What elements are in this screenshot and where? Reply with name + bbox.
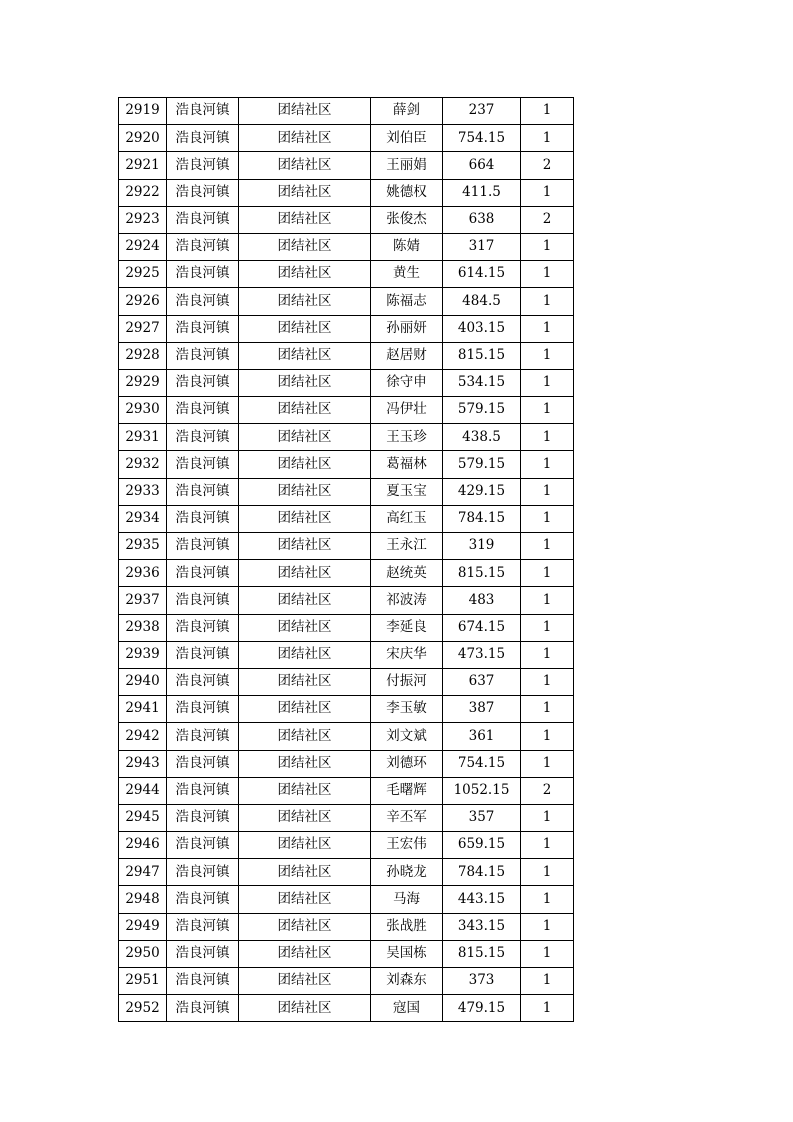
count-cell: 1 xyxy=(521,750,574,777)
community-cell: 团结社区 xyxy=(239,832,371,859)
town-cell: 浩良河镇 xyxy=(167,859,239,886)
community-cell: 团结社区 xyxy=(239,750,371,777)
community-cell: 团结社区 xyxy=(239,342,371,369)
community-cell: 团结社区 xyxy=(239,913,371,940)
amount-cell: 674.15 xyxy=(443,614,521,641)
amount-cell: 534.15 xyxy=(443,369,521,396)
community-cell: 团结社区 xyxy=(239,288,371,315)
town-cell: 浩良河镇 xyxy=(167,668,239,695)
table-row xyxy=(119,777,574,804)
town-cell: 浩良河镇 xyxy=(167,641,239,668)
count-cell: 1 xyxy=(521,342,574,369)
community-cell: 团结社区 xyxy=(239,940,371,967)
amount-cell: 579.15 xyxy=(443,397,521,424)
amount-cell: 754.15 xyxy=(443,125,521,152)
name-cell: 孙晓龙 xyxy=(371,859,443,886)
town-cell: 浩良河镇 xyxy=(167,397,239,424)
name-cell: 付振河 xyxy=(371,668,443,695)
amount-cell: 659.15 xyxy=(443,832,521,859)
count-cell: 1 xyxy=(521,451,574,478)
count-cell: 1 xyxy=(521,995,574,1022)
name-cell: 宋庆华 xyxy=(371,641,443,668)
name-cell: 吴国栋 xyxy=(371,940,443,967)
town-cell: 浩良河镇 xyxy=(167,832,239,859)
row-number-cell: 2929 xyxy=(119,369,167,396)
town-cell: 浩良河镇 xyxy=(167,995,239,1022)
count-cell: 1 xyxy=(521,505,574,532)
row-number-cell: 2935 xyxy=(119,533,167,560)
table-row xyxy=(119,668,574,695)
name-cell: 刘森东 xyxy=(371,968,443,995)
community-cell: 团结社区 xyxy=(239,886,371,913)
count-cell: 1 xyxy=(521,288,574,315)
community-cell: 团结社区 xyxy=(239,587,371,614)
row-number-cell: 2930 xyxy=(119,397,167,424)
community-cell: 团结社区 xyxy=(239,723,371,750)
table-row xyxy=(119,560,574,587)
community-cell: 团结社区 xyxy=(239,859,371,886)
name-cell: 孙丽妍 xyxy=(371,315,443,342)
community-cell: 团结社区 xyxy=(239,152,371,179)
table-row xyxy=(119,533,574,560)
town-cell: 浩良河镇 xyxy=(167,560,239,587)
table-row xyxy=(119,342,574,369)
table-row xyxy=(119,288,574,315)
row-number-cell: 2938 xyxy=(119,614,167,641)
table-row xyxy=(119,940,574,967)
name-cell: 王玉珍 xyxy=(371,424,443,451)
table-row xyxy=(119,478,574,505)
count-cell: 1 xyxy=(521,98,574,125)
name-cell: 王永江 xyxy=(371,533,443,560)
town-cell: 浩良河镇 xyxy=(167,288,239,315)
community-cell: 团结社区 xyxy=(239,233,371,260)
count-cell: 1 xyxy=(521,940,574,967)
name-cell: 王丽娟 xyxy=(371,152,443,179)
community-cell: 团结社区 xyxy=(239,98,371,125)
amount-cell: 438.5 xyxy=(443,424,521,451)
community-cell: 团结社区 xyxy=(239,696,371,723)
community-cell: 团结社区 xyxy=(239,995,371,1022)
name-cell: 徐守申 xyxy=(371,369,443,396)
name-cell: 刘伯臣 xyxy=(371,125,443,152)
community-cell: 团结社区 xyxy=(239,315,371,342)
amount-cell: 637 xyxy=(443,668,521,695)
table-row xyxy=(119,804,574,831)
name-cell: 张战胜 xyxy=(371,913,443,940)
name-cell: 夏玉宝 xyxy=(371,478,443,505)
community-cell: 团结社区 xyxy=(239,533,371,560)
name-cell: 祁波涛 xyxy=(371,587,443,614)
name-cell: 王宏伟 xyxy=(371,832,443,859)
row-number-cell: 2920 xyxy=(119,125,167,152)
community-cell: 团结社区 xyxy=(239,179,371,206)
count-cell: 2 xyxy=(521,777,574,804)
town-cell: 浩良河镇 xyxy=(167,940,239,967)
community-cell: 团结社区 xyxy=(239,206,371,233)
row-number-cell: 2941 xyxy=(119,696,167,723)
row-number-cell: 2919 xyxy=(119,98,167,125)
town-cell: 浩良河镇 xyxy=(167,696,239,723)
count-cell: 1 xyxy=(521,804,574,831)
name-cell: 张俊杰 xyxy=(371,206,443,233)
count-cell: 1 xyxy=(521,696,574,723)
town-cell: 浩良河镇 xyxy=(167,424,239,451)
table-row xyxy=(119,397,574,424)
name-cell: 寇国 xyxy=(371,995,443,1022)
amount-cell: 319 xyxy=(443,533,521,560)
town-cell: 浩良河镇 xyxy=(167,206,239,233)
town-cell: 浩良河镇 xyxy=(167,369,239,396)
table-row xyxy=(119,886,574,913)
amount-cell: 429.15 xyxy=(443,478,521,505)
table-row xyxy=(119,913,574,940)
row-number-cell: 2952 xyxy=(119,995,167,1022)
row-number-cell: 2921 xyxy=(119,152,167,179)
community-cell: 团结社区 xyxy=(239,424,371,451)
name-cell: 辛丕军 xyxy=(371,804,443,831)
community-cell: 团结社区 xyxy=(239,369,371,396)
amount-cell: 815.15 xyxy=(443,342,521,369)
amount-cell: 357 xyxy=(443,804,521,831)
count-cell: 1 xyxy=(521,125,574,152)
town-cell: 浩良河镇 xyxy=(167,614,239,641)
town-cell: 浩良河镇 xyxy=(167,804,239,831)
row-number-cell: 2924 xyxy=(119,233,167,260)
town-cell: 浩良河镇 xyxy=(167,152,239,179)
count-cell: 1 xyxy=(521,587,574,614)
count-cell: 1 xyxy=(521,913,574,940)
name-cell: 刘德环 xyxy=(371,750,443,777)
count-cell: 1 xyxy=(521,614,574,641)
row-number-cell: 2936 xyxy=(119,560,167,587)
count-cell: 1 xyxy=(521,886,574,913)
amount-cell: 343.15 xyxy=(443,913,521,940)
amount-cell: 237 xyxy=(443,98,521,125)
table-row xyxy=(119,614,574,641)
name-cell: 冯伊壮 xyxy=(371,397,443,424)
table-row xyxy=(119,832,574,859)
row-number-cell: 2949 xyxy=(119,913,167,940)
row-number-cell: 2942 xyxy=(119,723,167,750)
amount-cell: 484.5 xyxy=(443,288,521,315)
town-cell: 浩良河镇 xyxy=(167,342,239,369)
count-cell: 1 xyxy=(521,832,574,859)
community-cell: 团结社区 xyxy=(239,804,371,831)
amount-cell: 361 xyxy=(443,723,521,750)
amount-cell: 784.15 xyxy=(443,859,521,886)
row-number-cell: 2939 xyxy=(119,641,167,668)
count-cell: 1 xyxy=(521,968,574,995)
count-cell: 1 xyxy=(521,533,574,560)
town-cell: 浩良河镇 xyxy=(167,125,239,152)
town-cell: 浩良河镇 xyxy=(167,478,239,505)
name-cell: 陈婧 xyxy=(371,233,443,260)
row-number-cell: 2923 xyxy=(119,206,167,233)
count-cell: 1 xyxy=(521,641,574,668)
count-cell: 1 xyxy=(521,723,574,750)
amount-cell: 473.15 xyxy=(443,641,521,668)
name-cell: 葛福林 xyxy=(371,451,443,478)
row-number-cell: 2922 xyxy=(119,179,167,206)
amount-cell: 483 xyxy=(443,587,521,614)
row-number-cell: 2928 xyxy=(119,342,167,369)
table-row xyxy=(119,641,574,668)
name-cell: 李玉敏 xyxy=(371,696,443,723)
town-cell: 浩良河镇 xyxy=(167,750,239,777)
table-row xyxy=(119,723,574,750)
community-cell: 团结社区 xyxy=(239,125,371,152)
community-cell: 团结社区 xyxy=(239,614,371,641)
row-number-cell: 2947 xyxy=(119,859,167,886)
row-number-cell: 2927 xyxy=(119,315,167,342)
amount-cell: 784.15 xyxy=(443,505,521,532)
town-cell: 浩良河镇 xyxy=(167,315,239,342)
amount-cell: 443.15 xyxy=(443,886,521,913)
table-row xyxy=(119,125,574,152)
row-number-cell: 2948 xyxy=(119,886,167,913)
table-row xyxy=(119,206,574,233)
table-row xyxy=(119,995,574,1022)
town-cell: 浩良河镇 xyxy=(167,533,239,560)
amount-cell: 387 xyxy=(443,696,521,723)
town-cell: 浩良河镇 xyxy=(167,261,239,288)
amount-cell: 403.15 xyxy=(443,315,521,342)
count-cell: 1 xyxy=(521,424,574,451)
town-cell: 浩良河镇 xyxy=(167,179,239,206)
table-row xyxy=(119,98,574,125)
community-cell: 团结社区 xyxy=(239,641,371,668)
row-number-cell: 2943 xyxy=(119,750,167,777)
town-cell: 浩良河镇 xyxy=(167,913,239,940)
count-cell: 1 xyxy=(521,369,574,396)
row-number-cell: 2951 xyxy=(119,968,167,995)
amount-cell: 614.15 xyxy=(443,261,521,288)
town-cell: 浩良河镇 xyxy=(167,886,239,913)
table-row xyxy=(119,315,574,342)
row-number-cell: 2945 xyxy=(119,804,167,831)
name-cell: 高红玉 xyxy=(371,505,443,532)
table-row xyxy=(119,233,574,260)
table-row xyxy=(119,750,574,777)
amount-cell: 373 xyxy=(443,968,521,995)
amount-cell: 815.15 xyxy=(443,560,521,587)
name-cell: 毛曙辉 xyxy=(371,777,443,804)
community-cell: 团结社区 xyxy=(239,261,371,288)
name-cell: 姚德权 xyxy=(371,179,443,206)
table-row xyxy=(119,152,574,179)
count-cell: 1 xyxy=(521,233,574,260)
table-row xyxy=(119,424,574,451)
count-cell: 1 xyxy=(521,859,574,886)
amount-cell: 638 xyxy=(443,206,521,233)
community-cell: 团结社区 xyxy=(239,968,371,995)
name-cell: 薛剑 xyxy=(371,98,443,125)
amount-cell: 664 xyxy=(443,152,521,179)
count-cell: 1 xyxy=(521,179,574,206)
town-cell: 浩良河镇 xyxy=(167,587,239,614)
town-cell: 浩良河镇 xyxy=(167,98,239,125)
community-cell: 团结社区 xyxy=(239,560,371,587)
row-number-cell: 2933 xyxy=(119,478,167,505)
name-cell: 赵统英 xyxy=(371,560,443,587)
amount-cell: 411.5 xyxy=(443,179,521,206)
amount-cell: 754.15 xyxy=(443,750,521,777)
town-cell: 浩良河镇 xyxy=(167,505,239,532)
name-cell: 李延良 xyxy=(371,614,443,641)
community-cell: 团结社区 xyxy=(239,777,371,804)
amount-cell: 479.15 xyxy=(443,995,521,1022)
row-number-cell: 2946 xyxy=(119,832,167,859)
row-number-cell: 2940 xyxy=(119,668,167,695)
count-cell: 1 xyxy=(521,397,574,424)
table-row xyxy=(119,587,574,614)
row-number-cell: 2932 xyxy=(119,451,167,478)
amount-cell: 579.15 xyxy=(443,451,521,478)
table-row xyxy=(119,369,574,396)
table-row xyxy=(119,968,574,995)
row-number-cell: 2926 xyxy=(119,288,167,315)
name-cell: 陈福志 xyxy=(371,288,443,315)
amount-cell: 317 xyxy=(443,233,521,260)
community-cell: 团结社区 xyxy=(239,397,371,424)
community-cell: 团结社区 xyxy=(239,668,371,695)
name-cell: 黄生 xyxy=(371,261,443,288)
town-cell: 浩良河镇 xyxy=(167,968,239,995)
roster-table-body xyxy=(119,98,574,1022)
count-cell: 2 xyxy=(521,152,574,179)
table-row xyxy=(119,859,574,886)
table-row xyxy=(119,179,574,206)
name-cell: 刘文斌 xyxy=(371,723,443,750)
table-row xyxy=(119,261,574,288)
name-cell: 赵居财 xyxy=(371,342,443,369)
town-cell: 浩良河镇 xyxy=(167,451,239,478)
town-cell: 浩良河镇 xyxy=(167,777,239,804)
count-cell: 1 xyxy=(521,560,574,587)
table-row xyxy=(119,451,574,478)
row-number-cell: 2934 xyxy=(119,505,167,532)
table-row xyxy=(119,696,574,723)
row-number-cell: 2931 xyxy=(119,424,167,451)
row-number-cell: 2937 xyxy=(119,587,167,614)
count-cell: 2 xyxy=(521,206,574,233)
name-cell: 马海 xyxy=(371,886,443,913)
count-cell: 1 xyxy=(521,315,574,342)
community-cell: 团结社区 xyxy=(239,451,371,478)
amount-cell: 815.15 xyxy=(443,940,521,967)
count-cell: 1 xyxy=(521,668,574,695)
row-number-cell: 2944 xyxy=(119,777,167,804)
roster-table xyxy=(118,97,574,1022)
row-number-cell: 2925 xyxy=(119,261,167,288)
count-cell: 1 xyxy=(521,478,574,505)
table-row xyxy=(119,505,574,532)
count-cell: 1 xyxy=(521,261,574,288)
town-cell: 浩良河镇 xyxy=(167,723,239,750)
town-cell: 浩良河镇 xyxy=(167,233,239,260)
community-cell: 团结社区 xyxy=(239,478,371,505)
row-number-cell: 2950 xyxy=(119,940,167,967)
amount-cell: 1052.15 xyxy=(443,777,521,804)
community-cell: 团结社区 xyxy=(239,505,371,532)
